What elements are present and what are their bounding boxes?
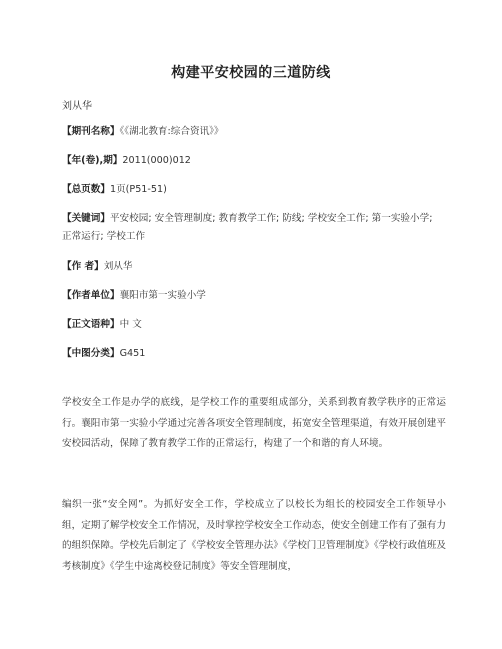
field-classification [62, 345, 442, 363]
field-author-unit [62, 287, 442, 305]
field-value: 2011(000)012 [122, 155, 191, 166]
field-keywords [62, 210, 442, 246]
field-key: 【作 者】 [62, 261, 104, 272]
field-author [62, 258, 442, 276]
field-value: 1页(P51-51) [109, 184, 167, 195]
field-value: 中 文 [119, 319, 142, 330]
field-key: 【正文语种】 [62, 319, 120, 330]
body-paragraph: 学校安全工作是办学的底线，是学校工作的重要组成部分，关系到教育教学秩序的正常运行。襄阳市第一实验小学通过完善各项安全管理制度，拓宽安全管理渠道，有效开展创建平安校园活动，保障了教育教学工作的正常运行，构建了一个和谐的育人环境。 [62, 397, 446, 449]
document-author: 刘从华 [62, 101, 92, 112]
field-key: 【作者单位】 [62, 290, 120, 301]
body-paragraph: 编织一张“安全网”。为抓好安全工作，学校成立了以校长为组长的校园安全工作领导小组，定期了解学校安全工作情况，及时掌控学校安全工作动态，使安全创建工作有了强有力的组织保障。学校先后制定了《学校安全管理办法》《学校门卫管理制度》《学校行政值班及考核制度》《学生中途离校登记制度》等安全管理制度， [62, 499, 446, 572]
field-year-volume-issue [62, 152, 442, 170]
field-value: G451 [119, 348, 146, 359]
field-key: 【中图分类】 [62, 348, 120, 359]
field-value: 刘从华 [103, 261, 133, 272]
field-value: 平安校园; 安全管理制度; 教育教学工作; 防线; 学校安全工作; 第一实验小学; 正常运行; 学校工作 [62, 213, 433, 242]
field-total-pages [62, 181, 442, 199]
field-journal-name [62, 123, 442, 141]
document-title: 构建平安校园的三道防线 [171, 65, 331, 81]
field-language [62, 316, 442, 334]
field-value: 襄阳市第一实验小学 [119, 290, 206, 301]
field-value: 《《湖北教育:综合资讯》》 [119, 126, 224, 137]
field-key: 【期刊名称】 [62, 126, 120, 137]
field-key: 【年(卷),期】 [62, 155, 123, 166]
field-key: 【关键词】 [62, 213, 110, 224]
field-key: 【总页数】 [62, 184, 110, 195]
